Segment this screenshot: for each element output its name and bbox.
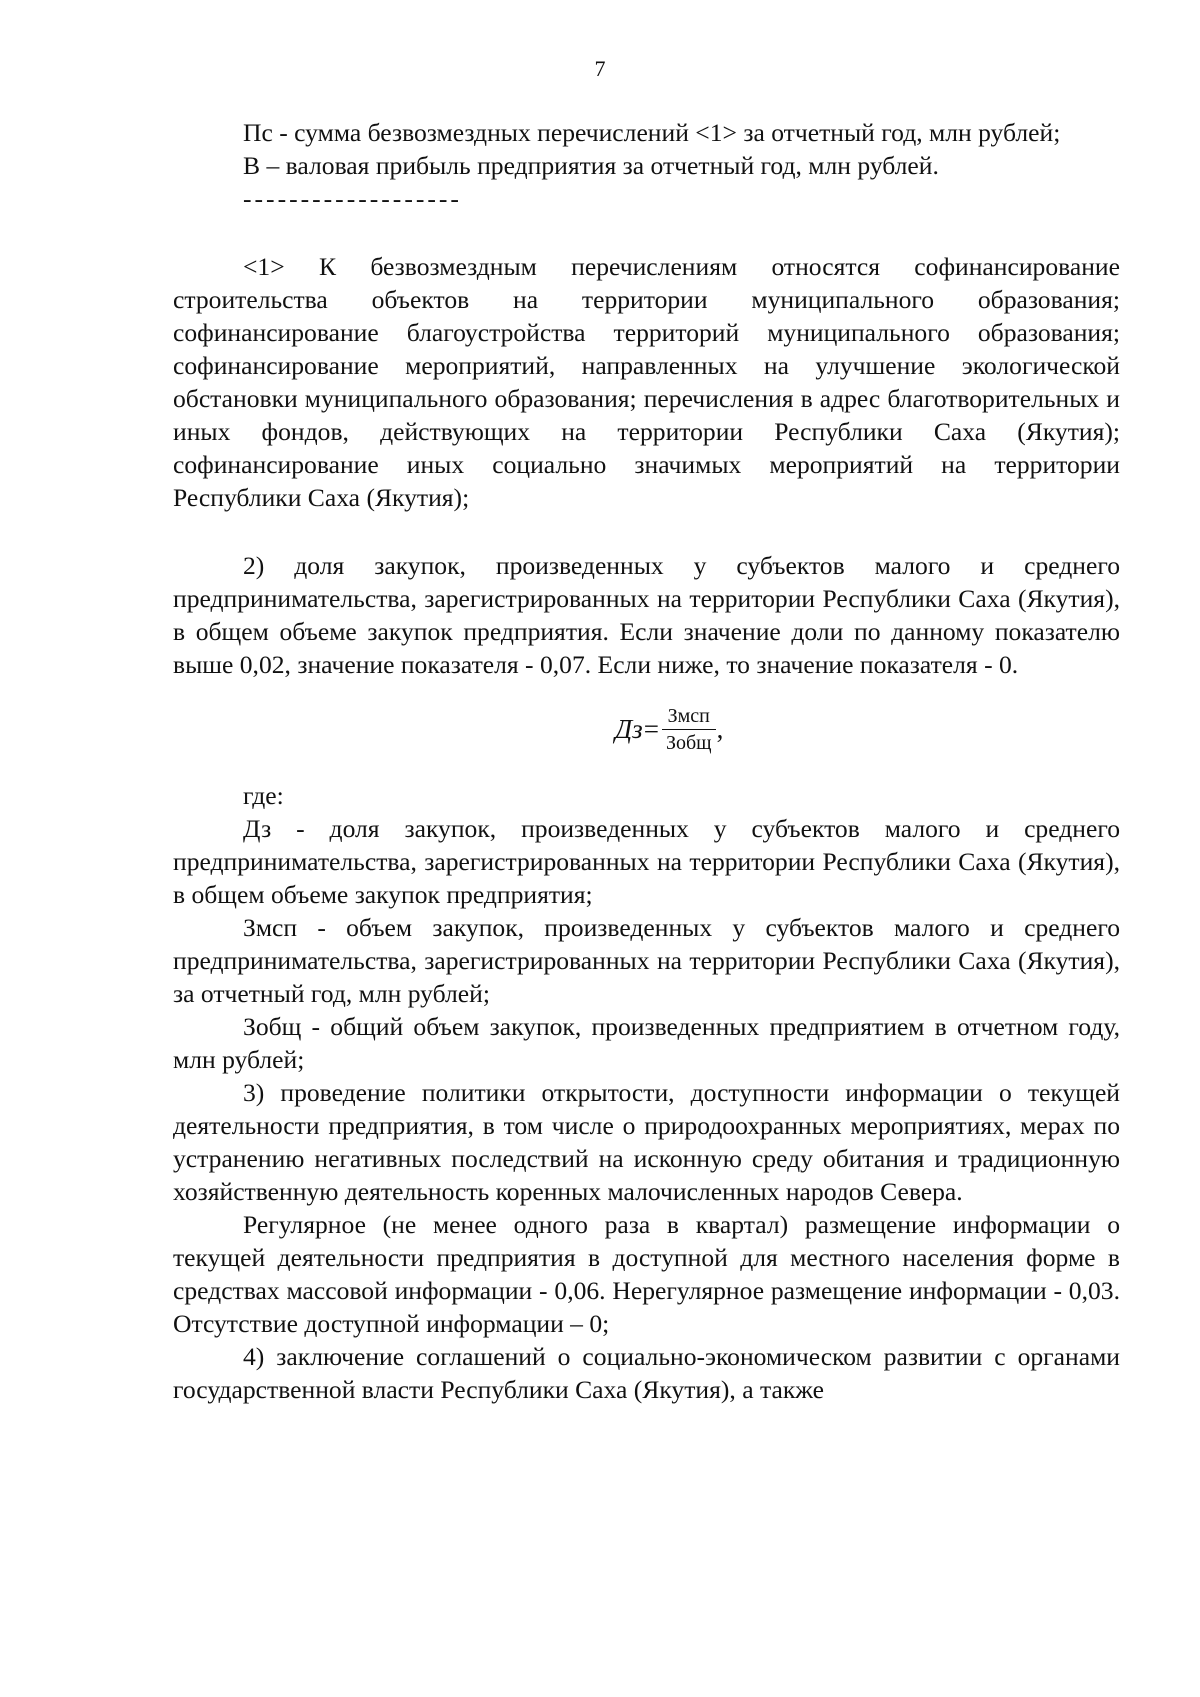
document-body — [173, 116, 1120, 1406]
ps-definition: Пс - сумма безвозмездных перечислений <1> за отчетный год, млн рублей; — [243, 118, 1061, 147]
formula-block — [173, 703, 1120, 779]
regular-info: Регулярное (не менее одного раза в квартал) размещение информации о текущей деятельности предприятия в доступной для местного населения форме в средствах массовой информации - 0,06. Нерегулярное размещение информации - 0,03. Отсутствие доступной информации – 0; — [173, 1210, 1120, 1338]
page-number: 7 — [594, 56, 606, 81]
zmsp-definition: Змсп - объем закупок, произведенных у субъектов малого и среднего предпринимательства, зарегистрированных на территории Республики Саха (Якутия), за отчетный год, млн рублей; — [173, 913, 1120, 1008]
dz-definition: Дз - доля закупок, произведенных у субъектов малого и среднего предпринимательства, зарегистрированных на территории Республики Саха (Якутия), в общем объеме закупок предприятия; — [173, 814, 1120, 909]
formula-lhs: Дз — [615, 714, 643, 744]
formula-comma: , — [716, 714, 724, 744]
item-4: 4) заключение соглашений о социально-экономическом развитии с органами государственной власти Республики Саха (Якутия), а также — [173, 1342, 1120, 1404]
footnote-separator: ------------------- — [243, 184, 462, 213]
where-label: где: — [243, 781, 284, 810]
footnote-text: <1> К безвозмездным перечислениям относятся софинансирование строительства объектов на территории муниципального образования; софинансирование благоустройства территорий муниципального образования; софинансирование мероприятий, направленных на улучшение экологической обстановки муниципального образования; перечисления в адрес благотворительных и иных фондов, действующих на территории Республики Саха (Якутия); софинансирование иных социально значимых мероприятий на территории Республики Саха (Якутия); — [173, 252, 1120, 512]
v-definition: В – валовая прибыль предприятия за отчетный год, млн рублей. — [243, 151, 939, 180]
formula-numerator: Змсп — [667, 705, 710, 727]
item-2: 2) доля закупок, произведенных у субъектов малого и среднего предпринимательства, зарегистрированных на территории Республики Саха (Якутия), в общем объеме закупок предприятия. Если значение доли по данному показателю выше 0,02, значение показателя - 0,07. Если ниже, то значение показателя - 0. — [173, 551, 1120, 679]
formula-fraction — [662, 703, 716, 756]
formula-denominator: Зобщ — [665, 732, 712, 754]
formula — [615, 703, 723, 756]
item-3: 3) проведение политики открытости, доступности информации о текущей деятельности предприятия, в том числе о природоохранных мероприятиях, мерах по устранению негативных последствий на исконную среду обитания и традиционную хозяйственную деятельность коренных малочисленных народов Севера. — [173, 1078, 1120, 1206]
zobsh-definition: Зобщ - общий объем закупок, произведенных предприятием в отчетном году, млн рублей; — [173, 1012, 1120, 1074]
formula-equals: = — [643, 714, 659, 744]
